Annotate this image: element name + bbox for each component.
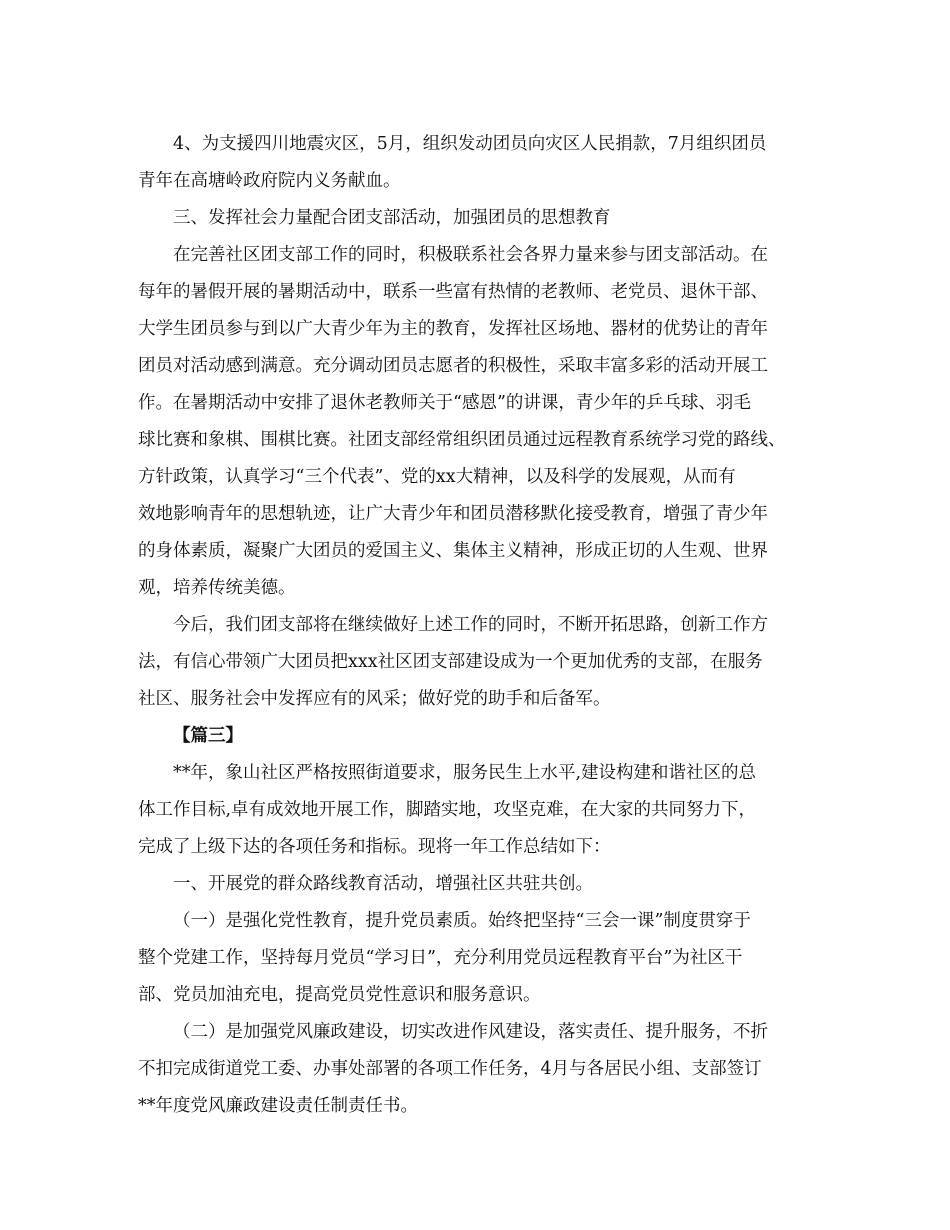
paragraph-line: **年度党风廉政建设责任制责任书。	[138, 1096, 418, 1116]
paragraph-line: 作。在暑期活动中安排了退休老教师关于“感恩”的讲课，青少年的乒乓球、羽毛	[138, 393, 751, 413]
paragraph-line: 每年的暑假开展的暑期活动中，联系一些富有热情的老教师、老党员、退休干部、	[138, 282, 768, 302]
paragraph-line: 不扣完成街道党工委、办事处部署的各项工作任务，4月与各居民小组、支部签订	[138, 1059, 762, 1079]
paragraph-line: 球比赛和象棋、围棋比赛。社团支部经常组织团员通过远程教育系统学习党的路线、	[138, 430, 786, 450]
paragraph-line: （一）是强化党性教育，提升党员素质。始终把坚持“三会一课”制度贯穿于	[173, 911, 751, 931]
paragraph-line: 社区、服务社会中发挥应有的风采；做好党的助手和后备军。	[138, 689, 611, 709]
paragraph-line: 体工作目标,卓有成效地开展工作，脚踏实地，攻坚克难，在大家的共同努力下，	[138, 800, 757, 820]
paragraph-line: 大学生团员参与到以广大青少年为主的教育，发挥社区场地、器材的优势让的青年	[138, 319, 768, 339]
paragraph-line: 4、为支援四川地震灾区，5月，组织发动团员向灾区人民捐款，7月组织团员	[173, 134, 767, 154]
paragraph-line: 团员对活动感到满意。充分调动团员志愿者的积极性，采取丰富多彩的活动开展工	[138, 356, 768, 376]
part-heading: 【篇三】	[173, 726, 243, 746]
paragraph-line: 今后，我们团支部将在继续做好上述工作的同时，不断开拓思路，创新工作方	[173, 615, 768, 635]
paragraph-line: **年，象山社区严格按照街道要求，服务民生上水平,建设构建和谐社区的总	[173, 763, 757, 783]
paragraph-line: 完成了上级下达的各项任务和指标。现将一年工作总结如下：	[138, 837, 611, 857]
paragraph-line: 方针政策，认真学习“三个代表”、党的xx大精神，以及科学的发展观，从而有	[138, 467, 736, 487]
paragraph-line: 整个党建工作，坚持每月党员“学习日”，充分利用党员远程教育平台”为社区干	[138, 948, 743, 968]
paragraph-line: 法，有信心带领广大团员把xxx社区团支部建设成为一个更加优秀的支部，在服务	[138, 652, 763, 672]
paragraph-line: （二）是加强党风廉政建设，切实改进作风建设，落实责任、提升服务，不折	[173, 1022, 768, 1042]
paragraph-line: 在完善社区团支部工作的同时，积极联系社会各界力量来参与团支部活动。在	[173, 245, 768, 265]
paragraph-line: 效地影响青年的思想轨迹，让广大青少年和团员潜移默化接受教育，增强了青少年	[138, 504, 768, 524]
section-heading: 三、发挥社会力量配合团支部活动，加强团员的思想教育	[173, 208, 611, 228]
paragraph-line: 部、党员加油充电，提高党员党性意识和服务意识。	[138, 985, 541, 1005]
paragraph-line: 观，培养传统美德。	[138, 578, 296, 598]
section-heading: 一、开展党的群众路线教育活动，增强社区共驻共创。	[173, 874, 593, 894]
paragraph-line: 青年在高塘岭政府院内义务献血。	[138, 171, 401, 191]
paragraph-line: 的身体素质，凝聚广大团员的爱国主义、集体主义精神，形成正切的人生观、世界	[138, 541, 768, 561]
